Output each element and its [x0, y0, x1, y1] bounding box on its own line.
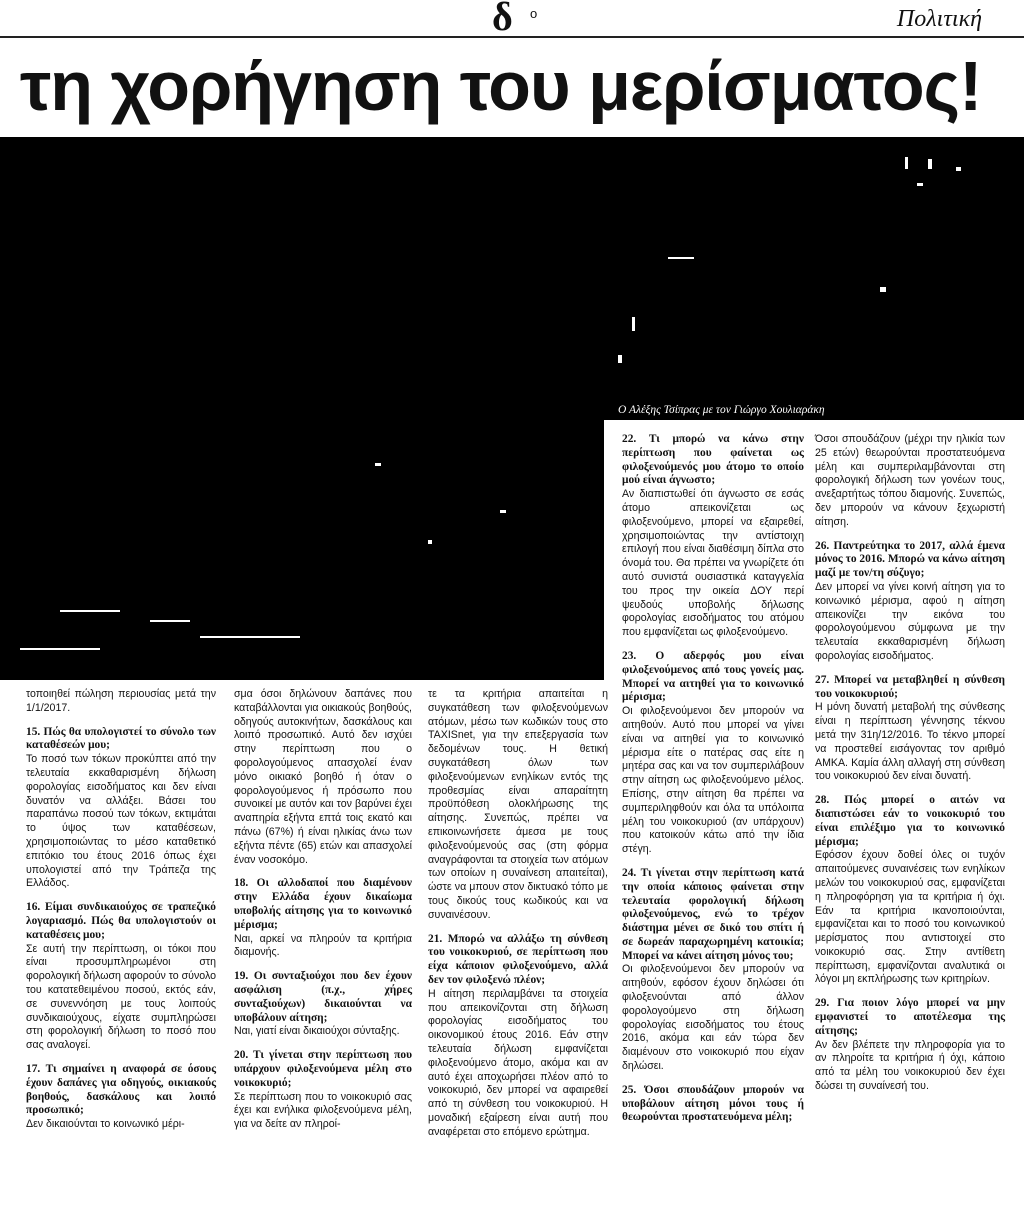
answer-text: Σε αυτή την περίπτωση, οι τόκοι που είναι προσυμπληρωμένοι στη φορολογική δήλωση αφορούν το σύνολο του κατατεθειμένου ποσού, εκτός εάν, σε συνεννόηση με τους λοιπούς συνδικαιούχους, είχατε συμπληρώσει στη φορολογική δήλωση το ποσό που σας αναλογεί.: [26, 942, 216, 1052]
article-photo: [0, 137, 1024, 420]
section-title: Πολιτική: [896, 6, 982, 32]
answer-text: Ναι, αρκεί να πληρούν τα κριτήρια διαμονής.: [234, 932, 412, 959]
answer-text: Η μόνη δυνατή μεταβολή της σύνθεσης είναι η περίπτωση γέννησης τέκνου μετά την 31η/12/2016. Το τέκνο μπορεί να προστεθεί εισάγοντας τον αριθμό ΑΜΚΑ. Καμία άλλη αλλαγή στη σύνθεση του νοικοκυριού δεν είναι δυνατή.: [815, 701, 1005, 783]
article-column-2: [234, 688, 412, 1132]
question-heading: 26. Παντρεύτηκα το 2017, αλλά έμενα μόνος το 2016. Μπορώ να κάνω αίτηση μαζί με τον/τη σύζυγο;: [815, 539, 1005, 580]
answer-text: Δεν μπορεί να γίνει κοινή αίτηση για το κοινωνικό μέρισμα, αφού η αίτηση απεικονίζει την εικόνα του φορολογούμενου σύμφωνα με την τελευταία εκκαθαρισμένη δήλωση φορολογίας εισοδήματος.: [815, 580, 1005, 662]
answer-text: Ναι, γιατί είναι δικαιούχοι σύνταξης.: [234, 1025, 400, 1038]
question-heading: 21. Μπορώ να αλλάξω τη σύνθεση του νοικοκυριού, σε περίπτωση που είχα κάποιον φιλοξενούμενο, αλλά δεν τον φιλοξενώ πλέον;: [428, 932, 608, 986]
photo-caption: Ο Αλέξης Τσίπρας με τον Γιώργο Χουλιαράκη: [618, 404, 825, 416]
answer-text: Οι φιλοξενούμενοι δεν μπορούν να αιτηθούν. Αυτό που μπορεί να γίνει είναι να αιτηθεί για το κοινωνικό μέρισμα είτε ο πατέρας σας είτε η μητέρα σας και να τον συμπεριλάβουν στην αίτηση ως φιλοξενούμενο μέλος. Επίσης, στην αίτηση θα πρέπει να συμπεριληφθούν και όλα τα υπόλοιπα μέλη του νοικοκυριού (αν υπάρχουν) που κατοικούν κάτω από την ίδια στέγη.: [622, 705, 804, 856]
question-heading: 29. Για ποιον λόγο μπορεί να μην εμφανιστεί το αποτέλεσμα της αίτησης;: [815, 997, 1005, 1037]
svg-text:δ: δ: [492, 0, 513, 34]
article-column-3: [428, 688, 608, 1140]
question-heading: 20. Τι γίνεται στην περίπτωση που υπάρχουν φιλοξενούμενα μέλη στο νοικοκυριό;: [234, 1049, 412, 1089]
answer-text: Δεν δικαιούνται το κοινωνικό μέρι-: [26, 1118, 185, 1131]
answer-text: Η αίτηση περιλαμβάνει τα στοιχεία που απεικονίζονται στη δήλωση φορολογίας εισοδήματος του οικονομικού έτους 2016. Εάν στην τελευταία δήλωση εμφανίζεται φιλοξενούμενο άτομο, ακόμα και αν αυτό έχει αποχωρήσει πλέον από το νοικοκυριό, δεν μπορεί να αφαιρεθεί από τη σύνθεση του νοικοκυριού. Η μοναδική εξαίρεση είναι αυτή που αναφέρεται στο επόμενο ερώτημα.: [428, 987, 608, 1138]
headline: τη χορήγηση του μερίσματος!: [20, 47, 982, 125]
article-photo-lower: [0, 420, 604, 680]
question-heading: 25. Όσοι σπουδάζουν μπορούν να υποβάλουν αίτηση μόνοι τους ή θεωρούνται προστατευόμενα μέλη;: [622, 1083, 804, 1124]
question-heading: 27. Μπορεί να μεταβληθεί η σύνθεση του νοικοκυριού;: [815, 673, 1005, 700]
answer-text: Αν διαπιστωθεί ότι άγνωστο σε εσάς άτομο απεικονίζεται ως φιλοξενούμενο, μπορεί να εξαιρεθεί, χρησιμοποιώντας την αντίστοιχη επιλογή που είναι διαθέσιμη δίπλα στο όνομά του. Θα πρέπει να γνωρίζετε ότι αυτό συνιστά ουσιαστικά καταγγελία του προς την οικεία ΔΟΥ περί ψευδούς υποβολής δήλωσης φορολογίας εισοδήματος του ατόμου που εμφανίζεται ως φιλοξενούμενο.: [622, 488, 804, 639]
article-column-4: [622, 433, 804, 1125]
answer-text: Σε περίπτωση που το νοικοκυριό σας έχει και ενήλικα φιλοξενούμενα μέλη, για να δείτε αν πληροί-: [234, 1090, 412, 1131]
answer-text: τοποιηθεί πώληση περιουσίας μετά την 1/1/2017.: [26, 688, 216, 714]
question-heading: 15. Πώς θα υπολογιστεί το σύνολο των καταθέσεών μου;: [26, 725, 216, 752]
article-column-5: [815, 433, 1005, 1094]
answer-text: Εφόσον έχουν δοθεί όλες οι τυχόν απαιτούμενες συναινέσεις των ενηλίκων μελών του νοικοκυριού σας, εμφανίζεται η πληροφόρηση για τα κριτήρια ή όχι. Εάν τα κριτήρια ικανοποιούνται, εμφανίζεται και το ποσό του κοινωνικού μερίσματος που αντιστοιχεί στο νοικοκυριό σας. Στην αντίθετη περίπτωση, εμφανίζονται αναλυτικά οι λόγοι μη εκπλήρωσης των κριτηρίων.: [815, 849, 1005, 986]
delta-logo-icon: [488, 0, 524, 34]
answer-text: Οι φιλοξενούμενοι δεν μπορούν να αιτηθούν, εφόσον έχουν δηλώσει ότι φιλοξενούνται από άλλον φορολογούμενο στη δήλωση φορολογίας εισοδήματος του έτους 2016, ακόμα και εάν τώρα δεν διαμένουν στο νοικοκυριό που είχαν δηλώσει.: [622, 963, 804, 1073]
question-heading: 23. Ο αδερφός μου είναι φιλοξενούμενος από τους γονείς μας. Μπορεί να αιτηθεί για το κοινωνικό μέρισμα;: [622, 649, 804, 704]
question-heading: 18. Οι αλλοδαποί που διαμένουν στην Ελλάδα έχουν δικαίωμα υποβολής αίτησης για το κοινωνικό μέρισμα;: [234, 877, 412, 931]
answer-text: Όσοι σπουδάζουν (μέχρι την ηλικία των 25 ετών) θεωρούνται προστατευόμενα μέλη και συμπεριλαμβάνονται στη φορολογική δήλωση των γονέων τους, ανεξαρτήτως τόπου διαμονής. Συνεπώς, δεν μπορούν να κάνουν ξεχωριστή αίτηση.: [815, 433, 1005, 528]
answer-text: Αν δεν βλέπετε την πληροφορία για το αν πληροίτε τα κριτήρια ή όχι, κάποιο από τα μέλη του νοικοκυριού δεν έχει δώσει τη συναίνεσή του.: [815, 1038, 1005, 1093]
question-heading: 24. Τι γίνεται στην περίπτωση κατά την οποία κάποιος φαίνεται στην τελευταία φορολογική δήλωση φιλοξενούμενος, ενώ το τρέχον διάστημα μένει σε δικό του σπίτι ή σε δωρεάν παραχωρημένη κατοικία; Μπορεί να κάνει αίτηση μόνος του;: [622, 866, 804, 962]
answer-text: τε τα κριτήρια απαιτείται η συγκατάθεση των φιλοξενούμενων ατόμων, μέσω των κωδικών τους στο TAXISnet, για την επεξεργασία των δεδομένων τους. Η θετική συγκατάθεση όλων των φιλοξενούμενων ενηλίκων εντός της προθεσμίας είναι απαραίτητη προϋπόθεση ολοκλήρωσης της αίτησης. Συνεπώς, πρέπει να επικοινωνήσετε άμεσα με τους φιλοξενούμενούς σας (στη φόρμα αναγράφονται τα στοιχεία των ατόμων των οποίων η συναίνεση απαιτείται), ώστε να μπουν στον δικτυακό τόπο με τους δικούς τους κωδικούς και να συναινέσουν.: [428, 688, 608, 921]
question-heading: 22. Τι μπορώ να κάνω στην περίπτωση που φαίνεται ως φιλοξενούμενός μου άτομο το οποίο μού είναι άγνωστο;: [622, 433, 804, 487]
masthead-rule: [0, 36, 1024, 38]
question-heading: 28. Πώς μπορεί ο αιτών να διαπιστώσει εάν το νοικοκυριό του είναι επιλέξιμο για το κοινωνικό μέρισμα;: [815, 794, 1005, 848]
answer-text: σμα όσοι δηλώνουν δαπάνες που καταβάλλονται για οικιακούς βοηθούς, οδηγούς αυτοκινήτων, δασκάλους και λοιπό προσωπικό. Αυτό δεν ισχύει στην περίπτωση που ο φορολογούμενος απασχολεί έναν μόνο οικιακό βοηθό ή όταν ο φορολογούμενος ή πρόσωπο που συνοικεί με αυτόν και τον βαρύνει έχει αναπηρία εξήντα επτά τοις εκατό και πάνω (67%) ή είναι ηλικίας άνω των εξήντα πέντε (65) ετών και απασχολεί έναν νοσοκόμο.: [234, 688, 412, 866]
question-heading: 17. Τι σημαίνει η αναφορά σε όσους έχουν δαπάνες για οδηγούς, οικιακούς βοηθούς, δασκάλους και λοιπό προσωπικό;: [26, 1062, 216, 1117]
logo-superscript: o: [530, 6, 538, 21]
answer-text: Το ποσό των τόκων προκύπτει από την τελευταία εκκαθαρισμένη δήλωση φορολογίας εισοδήματος και δεν είναι δυνατόν να αλλάξει. Βάσει του παραπάνω ποσού των τόκων, εκτιμάται το ύψος των καταθέσεων, χρησιμοποιώντας το μέσο καταθετικό επιτόκιο του έτους 2016 όπως έχει υπολογιστεί από την Τράπεζα της Ελλάδος.: [26, 753, 216, 890]
question-heading: 16. Είμαι συνδικαιούχος σε τραπεζικό λογαριασμό. Πώς θα υπολογιστούν οι καταθέσεις μου;: [26, 901, 216, 941]
question-heading: 19. Οι συνταξιούχοι που δεν έχουν ασφάλιση (π.χ., χήρες συνταξιούχων) δικαιούνται να υποβάλουν αίτηση;: [234, 970, 412, 1024]
article-column-1: [26, 688, 216, 1132]
masthead: [0, 0, 1024, 40]
